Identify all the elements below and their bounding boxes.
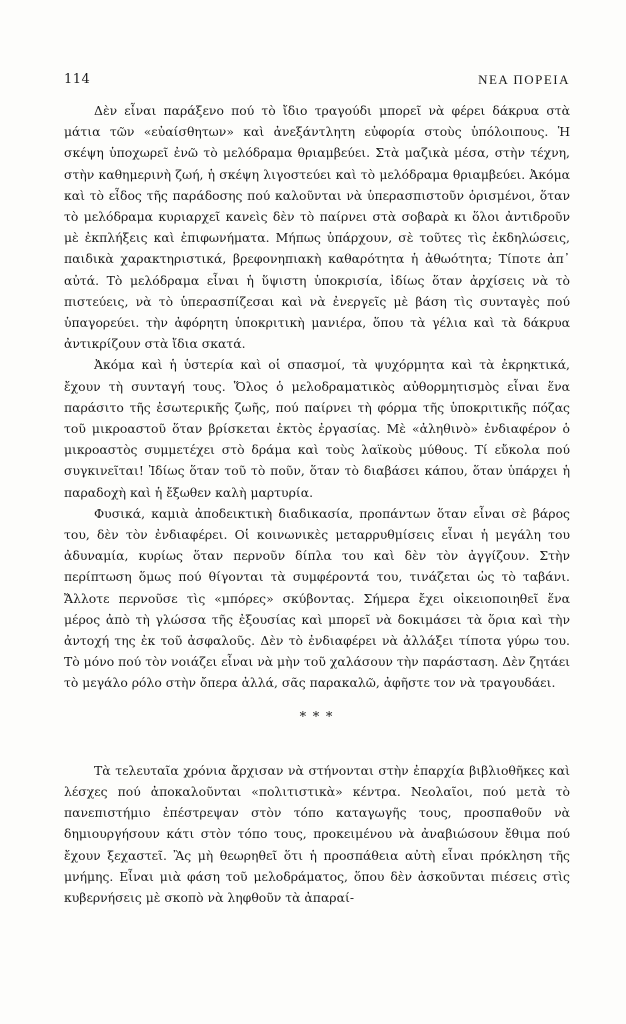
section-separator: * * *	[299, 709, 335, 725]
paragraph: Τὰ τελευταῖα χρόνια ἄρχισαν νὰ στήνονται στὴν ἐπαρχία βιβλιοθῆκες καὶ λέσχες πού ἀποκαλοῦνται «πολιτιστικὰ» κέντρα. Νεολαῖοι, πού μετὰ τὸ πανεπιστήμιο ἐπέστρεψαν στὸν τόπο καταγωγῆς τους, προσπαθοῦν νὰ δημιουργήσουν κάτι στὸν τόπο τους, προκειμένου νὰ ἀναβιώσουν ἔθιμα πού ἔχουν ξεχαστεῖ. Ἂς μὴ θεωρηθεῖ ὅτι ἡ προσπάθεια αὐτὴ εἶναι πρόκληση τῆς μνήμης. Εἶναι μιὰ φάση τοῦ μελοδράματος, ὅπου δὲν ἀσκοῦνται πιέσεις στὶς κυβερνήσεις μὲ σκοπὸ νὰ ληφθοῦν τὰ ἀπαραί-	[64, 762, 570, 905]
paragraph: Ἀκόμα καὶ ἡ ὑστερία καὶ οἱ σπασμοί, τὰ ψυχόρμητα καὶ τὰ ἐκρηκτικά, ἔχουν τὴ συνταγή τους. Ὅλος ὁ μελοδραματικὸς αὐθορμητισμὸς εἶναι ἕνα παράσιτο τῆς ἐσωτερικῆς ζωῆς, πού παίρνει τὴ φόρμα τῆς ὑποκριτικῆς πόζας τοῦ μικροαστοῦ ὅταν βρίσκεται ἐκτὸς ἐργασίας. Μὲ «ἀληθινὸ» ἐνδιαφέρον ὁ μικροαστὸς συμμετέχει στὸ δράμα καὶ τοὺς λαϊκοὺς μύθους. Τί εὔκολα πού συγκινεῖται! Ἰδίως ὅταν τοῦ τὸ ποῦν, ὅταν τὸ διαβάσει κάπου, ὅταν ὑπάρχει ἡ παραδοχὴ καὶ ἡ ἔξωθεν καλὴ μαρτυρία.	[64, 357, 570, 500]
running-title: ΝΕΑ ΠΟΡΕΙΑ	[478, 72, 570, 87]
paragraph: Φυσικά, καμιὰ ἀποδεικτικὴ διαδικασία, προπάντων ὅταν εἶναι σὲ βάρος του, δὲν τὸν ἐνδιαφέρει. Οἱ κοινωνικὲς μεταρρυθμίσεις εἶναι ἡ μεγάλη του ἀδυναμία, κυρίως ὅταν περνοῦν δίπλα του καὶ δὲν τὸν ἀγγίζουν. Στὴν περίπτωση ὅμως πού θίγονται τὰ συμφέροντά του, τινάζεται ὡς τὸ ταβάνι. Ἄλλοτε περνοῦσε τὶς «μπόρες» σκύβοντας. Σήμερα ἔχει οἰκειοποιηθεῖ ἕνα μέρος ἀπὸ τὴ γλώσσα τῆς ἐξουσίας καὶ μπορεῖ νὰ δοκιμάσει τὰ ὅρια καὶ τὴν ἀντοχή της ἐκ τοῦ ἀσφαλοῦς. Δὲν τὸ ἐνδιαφέρει νὰ ἀλλάξει τίποτα γύρω του. Τὸ μόνο πού τὸν νοιάζει εἶναι νὰ μὴν τοῦ χαλάσουν τὴν παράσταση. Δὲν ζητάει τὸ μεγάλο ρόλο στὴν ὄπερα ἀλλά, σᾶς παρακαλῶ, ἀφῆστε τον νὰ τραγουδάει.	[64, 505, 570, 691]
paragraph: Δὲν εἶναι παράξενο πού τὸ ἴδιο τραγούδι μπορεῖ νὰ φέρει δάκρυα στὰ μάτια τῶν «εὐαίσθητων» καὶ ἀνεξάντλητη εὐφορία στοὺς ὑπόλοιπους. Ἡ σκέψη ὑποχωρεῖ ἐνῶ τὸ μελόδραμα θριαμβεύει. Στὰ μαζικὰ μέσα, στὴν τέχνη, στὴν καθημερινὴ ζωή, ἡ σκέψη λιγοστεύει καὶ τὸ μελόδραμα θριαμβεύει. Ἀκόμα καὶ τὸ εἶδος τῆς παράδοσης πού καλοῦνται νὰ ὑπερασπιστοῦν ὁρισμένοι, ὅταν τὸ μελόδραμα κυριαρχεῖ κανεὶς δὲν τὸ παίρνει στὰ σοβαρὰ κι ὅλοι ἀντιδροῦν μὲ ἐκπλήξεις καὶ ἐπιφωνήματα. Μήπως ὑπάρχουν, σὲ τοῦτες τὶς ἐκδηλώσεις, παιδικὰ χαρακτηριστικά, βρεφονηπιακὴ καθαρότητα ἡ ἀθωότητα; Τίποτε ἀπ᾽ αὐτά. Τὸ μελόδραμα εἶναι ἡ ὕψιστη ὑποκρισία, ἰδίως ὅταν ἀρχίσεις νὰ τὸ πιστεύεις, νὰ τὸ ὑπερασπίζεσαι καὶ νὰ ἐνεργεῖς μὲ βάση τὶς συνταγὲς πού ὑπαγορεύει. τὴν ἀφόρητη ὑποκριτικὴ μανιέρα, ὅπου τὰ γέλια καὶ τὰ δάκρυα ἀντικρίζουν στὰ ἴδια σκατά.	[64, 103, 570, 352]
page-number: 114	[64, 72, 91, 87]
page-header	[64, 72, 570, 92]
body-text	[64, 100, 570, 908]
